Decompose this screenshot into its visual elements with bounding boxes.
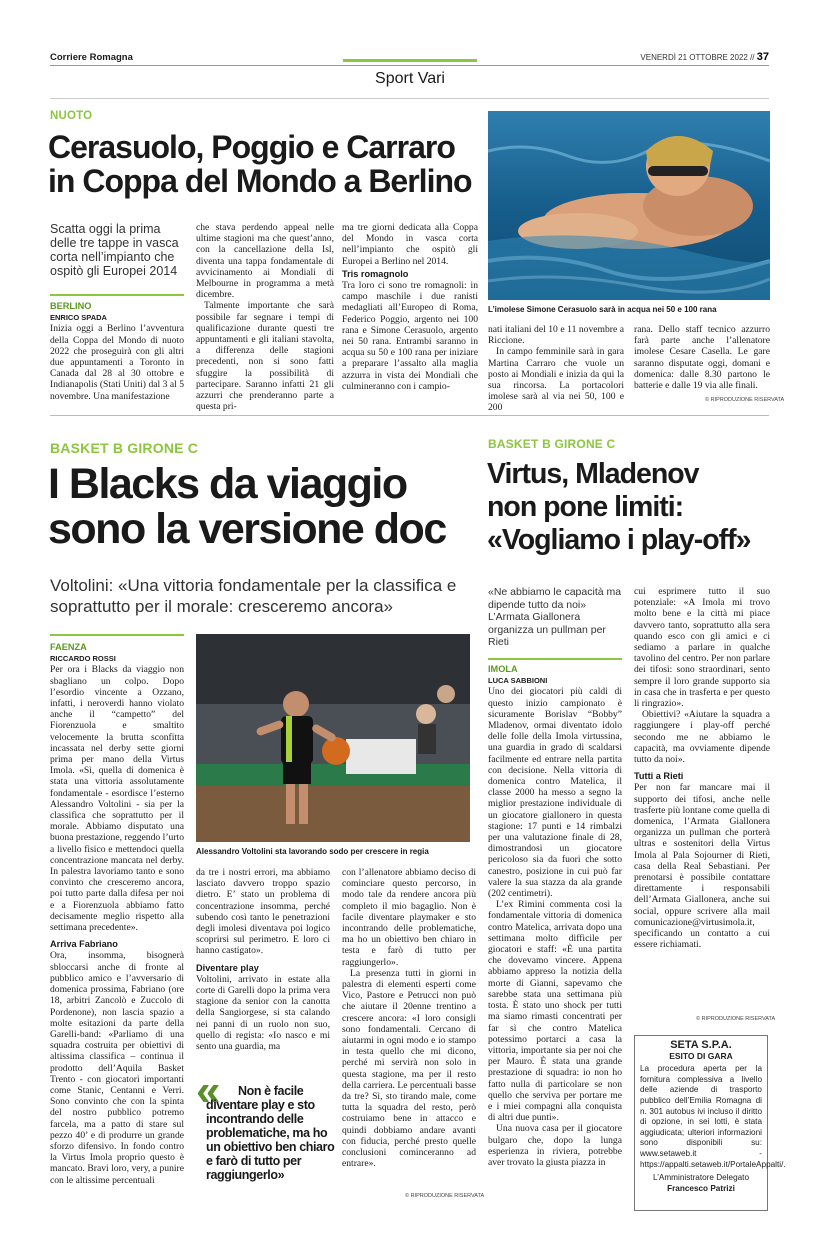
- blacks-col1-p1: Per ora i Blacks da viaggio non sbagliano un colpo. Dopo l’esordio vincente a Ozzano, infatti, i neroverdi hanno violato anche il “campetto” del Fiorenzuola e smaltito velocemente la brutta sconfitta incassata nel derby sette giorni prima per mano della Virtus Imola. «Sì, quella di domenica è stata una vittoria assolutamente fondamentale - esordisce l’esterno Alessandro Voltolini - sia per la classifica che soprattutto per il morale. Abbiamo disputato una buona prestazione, reggendo l’urto a livello fisico e mettendoci quella concentrazione mancata nel derby. In palestra lavoriamo tanto e sono convinto che cresceremo ancora, poi tutto parte dalla difesa per noi e a Fiorenzuola abbiamo fatto decisamente meglio rispetto alla settimana precedente».: [50, 664, 184, 934]
- blacks-lead: Voltolini: «Una vittoria fondamentale per la classifica e soprattutto per il morale: cresceremo ancora»: [50, 576, 457, 616]
- blacks-col2-p2: Voltolini, arrivato in estate alla corte di Garelli dopo la prima vera stagione da senior con la canotta della Sangiorgese, si sta calando nei panni di un ruolo non suo, quello di regista: «Io nasco e mi sento una guardia, ma: [196, 973, 330, 1053]
- nuoto-col2-p2: Talmente importante che sarà possibile far segnare i tempi di qualificazione durante questi tre appuntamenti e gli italiani stavolta, a differenza delle stagioni precedenti, non si sono fatti sfuggire la possibilità di partecipare. Saranno infatti 21 gli azzurri che prenderanno parte a questa pri-: [196, 300, 334, 413]
- virtus-col1-p2: L’ex Rimini commenta così la fondamentale vittoria di domenica contro Matelica, arrivata dopo una settimana molto difficile per giocatori e staff: «È una partita che dovevamo vincere. Appena abbiamo appreso la notizia della morte di Gianni, sapevamo che sarebbe stata una settimana più tosta. È stato uno shock per tutti ma siamo rimasti concentrati per far sì che contro Matelica potessimo portarci a casa la vittoria, importante sia per noi che per Mauro. È stata una grande prestazione di squadra: io non ho fatto nulla di particolare se non quello che serviva per portare me e i miei compagni alla conquista di altri due punti».: [488, 899, 622, 1124]
- nuoto-col-5: [634, 324, 770, 391]
- blacks-author: RICCARDO ROSSI: [50, 654, 116, 664]
- nuoto-headline: [48, 130, 488, 198]
- virtus-col1-p1: Uno dei giocatori più caldi di questo inizio campionato è sicuramente Borislav “Bobby” Mladenov, ormai diventato idolo delle folle della Imola virtussina, una guardia in grado di scaldarsi facilmente ed entrare nella partita con decisione. Nella vittoria di domenica contro Matelica, il classe 2000 ha messo a segno la miglior prestazione individuale di un giocatore giallonero in questa stagione: 17 punti e 14 rimbalzi per una valutazione finale di 28, dimostrandosi un giocatore pericoloso sia da fuori che sotto canestro, posizione in cui può far valere la sua stazza da ala grande (202 centimetri).: [488, 686, 622, 900]
- blacks-col-1: [50, 642, 184, 1186]
- blacks-photo-caption: Alessandro Voltolini sta lavorando sodo per crescere in regia: [196, 847, 429, 856]
- nuoto-location: BERLINO: [50, 301, 92, 311]
- blacks-col-3: [342, 867, 476, 1169]
- virtus-kicker: BASKET B GIRONE C: [488, 437, 616, 451]
- swimmer-photo: [488, 111, 770, 300]
- nuoto-repro: © RIPRODUZIONE RISERVATA: [705, 397, 785, 403]
- blacks-subhead-2: Diventare play: [196, 962, 259, 973]
- virtus-headline: [487, 458, 769, 557]
- story-divider: [50, 415, 769, 416]
- blacks-col3-p2: La presenza tutti in giorni in palestra di elementi esperti come Vico, Pastore e Petrucci non può che aiutare il 20enne trentino a crescere ancora: «I loro consigli sono fondamentali. Cercano di aiutarmi in ogni modo e io stampo in testa quello che mi dicono, perché mi servirà non solo in questa stagione, ma per il resto della carriera. Le percentuali basse da tre? Sì, sto tirando male, come tutta la squadra del resto, però costruiamo bene in attacco e quindi dobbiamo andare avanti con fiducia, perché presto quelle conclusioni cominceranno ad entrare».: [342, 967, 476, 1170]
- blacks-headline-line1: I Blacks da viaggio: [48, 460, 407, 508]
- date-text: VENERDÌ 21 OTTOBRE 2022 //: [640, 53, 755, 62]
- virtus-repro-text: RIPRODUZIONE RISERVATA: [701, 1016, 776, 1022]
- nuoto-col3-p1: ma tre giorni dedicata alla Coppa del Mondo in vasca corta nell’impianto che ospitò gli Europei a Berlino nel 2014.: [342, 222, 478, 267]
- nuoto-col-1: [50, 301, 184, 402]
- blacks-repro-text: RIPRODUZIONE RISERVATA: [410, 1193, 485, 1199]
- nuoto-col5-text: rana. Dello staff tecnico azzurro farà parte anche l’allenatore imolese Cesare Casella. Le gare saranno disputate oggi, domani e domenica: dalle 8.30 partono le batterie e dalle 19 via alle finali.: [634, 324, 770, 392]
- nuoto-photo-caption: L’imolese Simone Cerasuolo sarà in acqua nei 50 e 100 rana: [488, 305, 717, 314]
- quote-mark-icon: «: [196, 1066, 221, 1115]
- pull-quote-text: Non è facile diventare play e sto incontrando delle problematiche, ma ho un obiettivo ben chiaro e farò di tutto per raggiungerlo»: [206, 1084, 335, 1182]
- nuoto-col4-p2: In campo femminile sarà in gara Martina Carraro che vuole un posto ai Mondiali e inizia da qui la sua rincorsa. La portacolori imolese sarà al via nei 50, 100 e 200: [488, 346, 624, 414]
- page-number: 37: [756, 51, 769, 63]
- nuoto-repro-text: RIPRODUZIONE RISERVATA: [710, 397, 785, 403]
- tender-sign-role: L’Amministratore Delegato: [652, 1173, 750, 1183]
- blacks-headline-line2: sono la versione doc: [48, 505, 446, 553]
- virtus-author: LUCA SABBIONI: [488, 676, 548, 686]
- virtus-col2-p3: Per non far mancare mai il supporto dei tifosi, anche nelle trasferte più lontane come quella di domenica, l’Armata Giallonera organizza un pullman che porterà ultras e sostenitori della Virtus Imola al Pala Sojourner di Rieti, casa della Real Sebastiani. Per prenotarsi è possibile contattare direttamente i responsabili dell’Armata Giallonera, anche sui social, oppure scrivere alla mail comunicazione@virtusimola.it, specificando un contatto a cui essere richiamati.: [634, 782, 770, 951]
- nuoto-col2-p1: che stava perdendo appeal nelle ultime stagioni ma che quest’anno, con la cancellazione della Isl, diventa una tappa fondamentale di avvicinamento ai Mondiali di Melbourne in programma a metà dicembre.: [196, 222, 334, 301]
- tender-subtitle: ESITO DI GARA: [669, 1050, 733, 1061]
- tender-notice: [634, 1035, 786, 1211]
- newspaper-name: Corriere Romagna: [50, 52, 133, 63]
- virtus-headline-line1: Virtus, Mladenov: [487, 458, 699, 490]
- virtus-col-2: [634, 586, 770, 951]
- nuoto-col-3: [342, 222, 478, 392]
- blacks-byline-rule: [50, 634, 184, 636]
- blacks-repro: © RIPRODUZIONE RISERVATA: [405, 1193, 485, 1199]
- nuoto-headline-line1: Cerasuolo, Poggio e Carraro: [48, 129, 455, 165]
- nuoto-col-4: [488, 324, 624, 414]
- pull-quote: [196, 1066, 336, 1210]
- section-bar: [343, 59, 477, 62]
- virtus-col1-p3: Una nuova casa per il giocatore bulgaro che, dopo la lunga esperienza in riviera, potrebbe aver trovato la giusta piazza in: [488, 1123, 622, 1168]
- header-rule: [50, 65, 769, 66]
- player-photo: [196, 634, 470, 842]
- blacks-headline: [48, 462, 478, 552]
- virtus-repro: © RIPRODUZIONE RISERVATA: [696, 1016, 776, 1022]
- blacks-location: FAENZA: [50, 642, 87, 652]
- virtus-col2-p2: Obiettivi? «Aiutare la squadra a raggiungere i play-off perché secondo me ne abbiamo le capacità, ma ovviamente dipende tutto da noi».: [634, 709, 770, 766]
- nuoto-col4-p1: nati italiani del 10 e 11 novembre a Riccione.: [488, 324, 624, 347]
- nuoto-headline-line2: in Coppa del Mondo a Berlino: [48, 163, 472, 199]
- nuoto-col-2: [196, 222, 334, 412]
- virtus-headline-line2: non pone limiti:: [487, 491, 684, 523]
- nuoto-subhead: Tris romagnolo: [342, 268, 409, 279]
- nuoto-col1-text: Inizia oggi a Berlino l’avventura della Coppa del Mondo di nuoto 2022 che proseguirà con gli altri due appuntamenti a Toronto in Canada dal 28 al 30 ottobre e Indianapolis (Stati Uniti) dal 3 al 5 novembre. Una manifestazione: [50, 323, 184, 402]
- tender-sign-name: Francesco Patrizi: [667, 1183, 735, 1193]
- virtus-location: IMOLA: [488, 664, 518, 674]
- blacks-col1-p2: Ora, insomma, bisognerà sbloccarsi anche di fronte al pubblico amico e l’avversario di domenica prossima, Fabriano (ore 18, arbitri Zancolò e Zuccolo di Pordenone), non lascia spazio a molte esitazioni da parte della Garelli-band: «Parliamo di una squadra costruita per obiettivi di altissima classifica – continua il prodotto dell’Aquila Basket Trento - con giocatori importanti come Stanic, Centanni e Verri. Sono convinto che con la spinta del nostro pubblico potremo farcela, ma a patto di stare sul pezzo 40’ e di produrre un grande sforzo difensivo. In fondo contro la Virtus Imola proprio questo è mancato. Bravi loro, very, a punire con le altissime percentuali: [50, 950, 184, 1186]
- nuoto-col3-p2: Tra loro ci sono tre romagnoli: in campo maschile i due ranisti medagliati all’Europeo di Roma, Federico Poggio, argento nei 100 rana e Simone Cerasuolo, argento nei 50 rana. Entrambi saranno in acqua su 50 e 100 rana per iniziare a preparare l’assalto alla maglia azzurra in vista dei Mondiali che culmineranno con i campio-: [342, 280, 478, 392]
- nuoto-byline-rule: [50, 294, 184, 296]
- virtus-lead: «Ne abbiamo le capacità ma dipende tutto da noi» L’Armata Giallonera organizza un pullman per Rieti: [488, 586, 622, 648]
- blacks-col-2: [196, 867, 330, 1052]
- tender-body: La procedura aperta per la fornitura complessiva a livello delle aziende di trasporto pubblico dell’Emilia Romagna di n. 301 autobus ivi incluso il diritto di opzione, in sei lotti, è stata aggiudicata; ulteriori informazioni sono disponibili su: www.setaweb.it - https://appalti.setaweb.it/PortaleAppalti/.: [640, 1064, 786, 1169]
- page-date: [640, 51, 769, 63]
- virtus-headline-line3: «Vogliamo i play-off»: [487, 524, 751, 556]
- section-rule: [50, 98, 769, 99]
- nuoto-author: ENRICO SPADA: [50, 313, 107, 323]
- blacks-subhead-1: Arriva Fabriano: [50, 939, 118, 950]
- virtus-byline-rule: [488, 658, 622, 660]
- virtus-subhead: Tutti a Rieti: [634, 771, 684, 782]
- nuoto-lead: Scatta oggi la prima delle tre tappe in vasca corta nell’impianto che ospitò gli Europei 2014: [50, 222, 179, 278]
- blacks-col3-p1: con l’allenatore abbiamo deciso di cominciare questo percorso, in modo tale da rendere ancora più completo il mio bagaglio. Non è facile diventare playmaker e sto incontrando delle problematiche, ma ho un obiettivo ben chiaro in testa e farò di tutto per raggiungerlo».: [342, 867, 476, 968]
- blacks-col2-p1: da tre i nostri errori, ma abbiamo lasciato davvero troppo spazio dietro. E’ stato un problema di concentrazione insomma, perché subendo così tanto le penetrazioni degli imolesi diventava poi logico scoprirsi sul perimetro. E loro ci hanno castigato».: [196, 867, 330, 957]
- tender-company: SETA S.P.A.: [670, 1039, 732, 1051]
- virtus-col2-p1: cui esprimere tutto il suo potenziale: «A Imola mi trovo molto bene e la città mi piace davvero tanto, soprattutto alla sera quando esco con gli amici e ci sediamo a parlare in qualche tavolino del centro. Per non parlare dei tifosi: sono straordinari, sento sempre il loro grande supporto sia in casa che in trasferta e per questo li ringrazio».: [634, 586, 770, 710]
- blacks-kicker: BASKET B GIRONE C: [50, 440, 199, 456]
- nuoto-kicker: NUOTO: [50, 110, 93, 122]
- virtus-col-1: [488, 664, 622, 1168]
- section-title: Sport Vari: [375, 70, 445, 87]
